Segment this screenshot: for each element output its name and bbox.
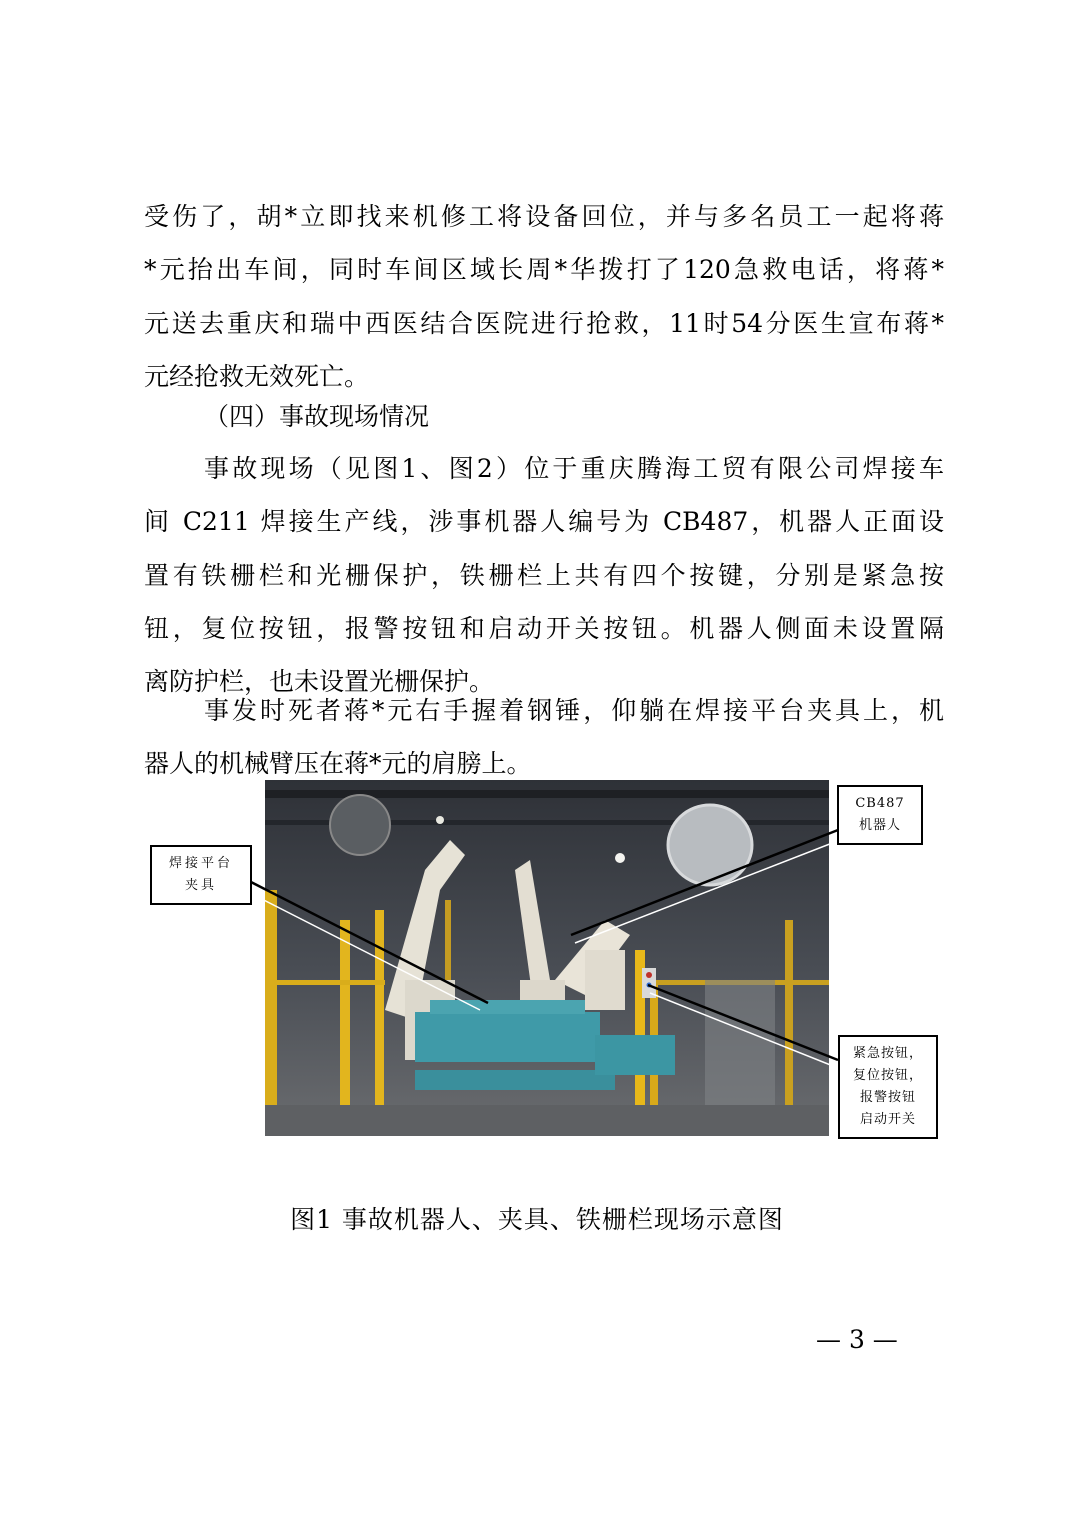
callout-text: 启动开关 <box>859 1112 916 1127</box>
callout-text: 机器人 <box>858 818 901 833</box>
text-line: 受伤了，胡*立即找来机修工将设备回位，并与多名员工一起将蒋 <box>144 202 944 231</box>
section-heading: （四）事故现场情况 <box>204 402 430 431</box>
page-number: — 3 — <box>816 1325 898 1354</box>
text-line: 离防护栏，也未设置光栅保护。 <box>144 667 495 697</box>
callout-robot <box>837 785 923 845</box>
text-line: 事故现场（见图1、图2）位于重庆腾海工贸有限公司焊接车 <box>204 454 944 483</box>
text-line: 钮，复位按钮，报警按钮和启动开关按钮。机器人侧面未设置隔 <box>144 613 944 643</box>
text-line: *元抬出车间，同时车间区域长周*华拨打了120急救电话，将蒋* <box>144 255 944 285</box>
paragraph-3 <box>144 684 944 791</box>
callout-text: 紧急按钮， <box>852 1046 923 1061</box>
text-line: 置有铁栅栏和光栅保护，铁栅栏上共有四个按键，分别是紧急按 <box>144 560 944 590</box>
callout-buttons <box>838 1035 938 1139</box>
text-line: 器人的机械臂压在蒋*元的肩膀上。 <box>144 749 532 779</box>
paragraph-2 <box>144 442 944 708</box>
paragraph-1 <box>144 190 944 403</box>
text-line: 间 C211 焊接生产线，涉事机器人编号为 CB487，机器人正面设 <box>144 507 944 537</box>
accident-scene-photo <box>265 780 829 1136</box>
callout-text: 焊接平台 <box>168 856 233 871</box>
callout-text: 报警按钮 <box>859 1090 916 1105</box>
text-line: 事发时死者蒋*元右手握着钢锤，仰躺在焊接平台夹具上，机 <box>204 696 944 725</box>
callout-text: 复位按钮， <box>852 1068 923 1083</box>
text-line: 元经抢救无效死亡。 <box>144 361 370 391</box>
section-heading-block <box>144 390 944 443</box>
callout-fixture <box>150 845 252 905</box>
callout-text: CB487 <box>855 796 905 811</box>
text-line: 元送去重庆和瑞中西医结合医院进行抢救，11时54分医生宣布蒋* <box>144 308 944 338</box>
figure-caption: 图1 事故机器人、夹具、铁栅栏现场示意图 <box>290 1205 784 1234</box>
callout-text: 夹具 <box>184 878 217 893</box>
